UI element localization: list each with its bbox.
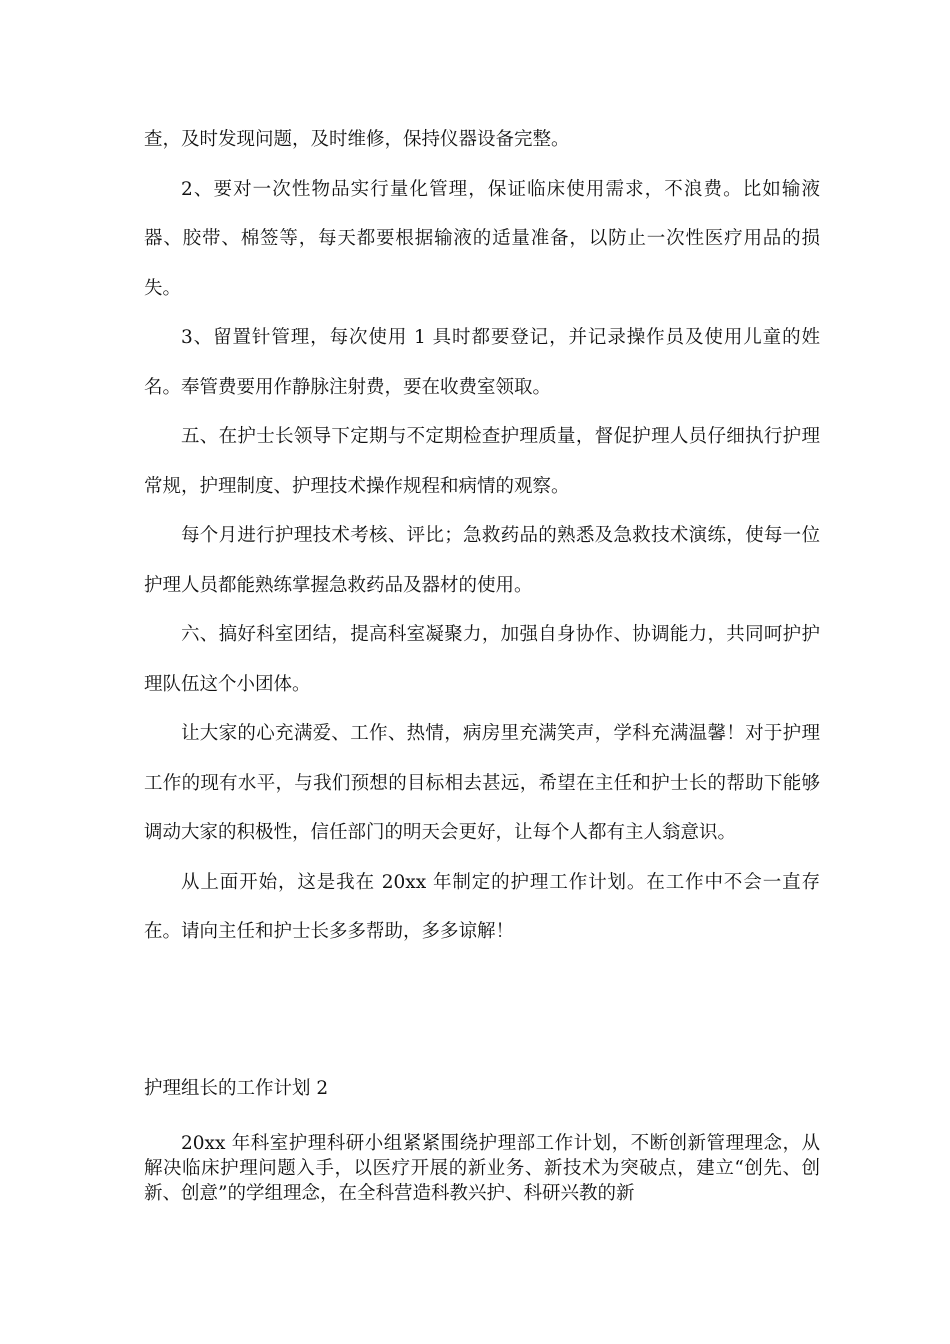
paragraph-9: 20xx 年科室护理科研小组紧紧围绕护理部工作计划，不断创新管理理念，从解决临床护理问题入手，以医疗开展的新业务、新技术为突破点，建立“创先、创新、创意”的学组理念，在全科营造科教兴护、科研兴教的新 [144, 1133, 820, 1204]
paragraph-6: 六、搞好科室团结，提高科室凝聚力，加强自身协作、协调能力，共同呵护护理队伍这个小团体。 [144, 624, 820, 695]
paragraph-5: 每个月进行护理技术考核、评比；急救药品的熟悉及急救技术演练，使每一位护理人员都能熟练掌握急救药品及器材的使用。 [144, 525, 820, 596]
paragraph-7: 让大家的心充满爱、工作、热情，病房里充满笑声，学科充满温馨！对于护理工作的现有水平，与我们预想的目标相去甚远，希望在主任和护士长的帮助下能够调动大家的积极性，信任部门的明天会更好，让每个人都有主人翁意识。 [144, 723, 820, 843]
paragraph-3: 3、留置针管理，每次使用 1 具时都要登记，并记录操作员及使用儿童的姓名。奉管费要用作静脉注射费，要在收费室领取。 [144, 327, 820, 398]
document-section-2 [144, 1131, 820, 1206]
document-section-1 [144, 115, 820, 957]
paragraph-4: 五、在护士长领导下定期与不定期检查护理质量，督促护理人员仔细执行护理常规，护理制度、护理技术操作规程和病情的观察。 [144, 426, 820, 497]
paragraph-2: 2、要对一次性物品实行量化管理，保证临床使用需求，不浪费。比如输液器、胶带、棉签等，每天都要根据输液的适量准备，以防止一次性医疗用品的损失。 [144, 178, 820, 299]
section-heading: 护理组长的工作计划 2 [144, 1078, 329, 1099]
paragraph-8: 从上面开始，这是我在 20xx 年制定的护理工作计划。在工作中不会一直存在。请向主任和护士长多多帮助，多多谅解！ [144, 871, 820, 942]
paragraph-1: 查，及时发现问题，及时维修，保持仪器设备完整。 [144, 129, 570, 150]
